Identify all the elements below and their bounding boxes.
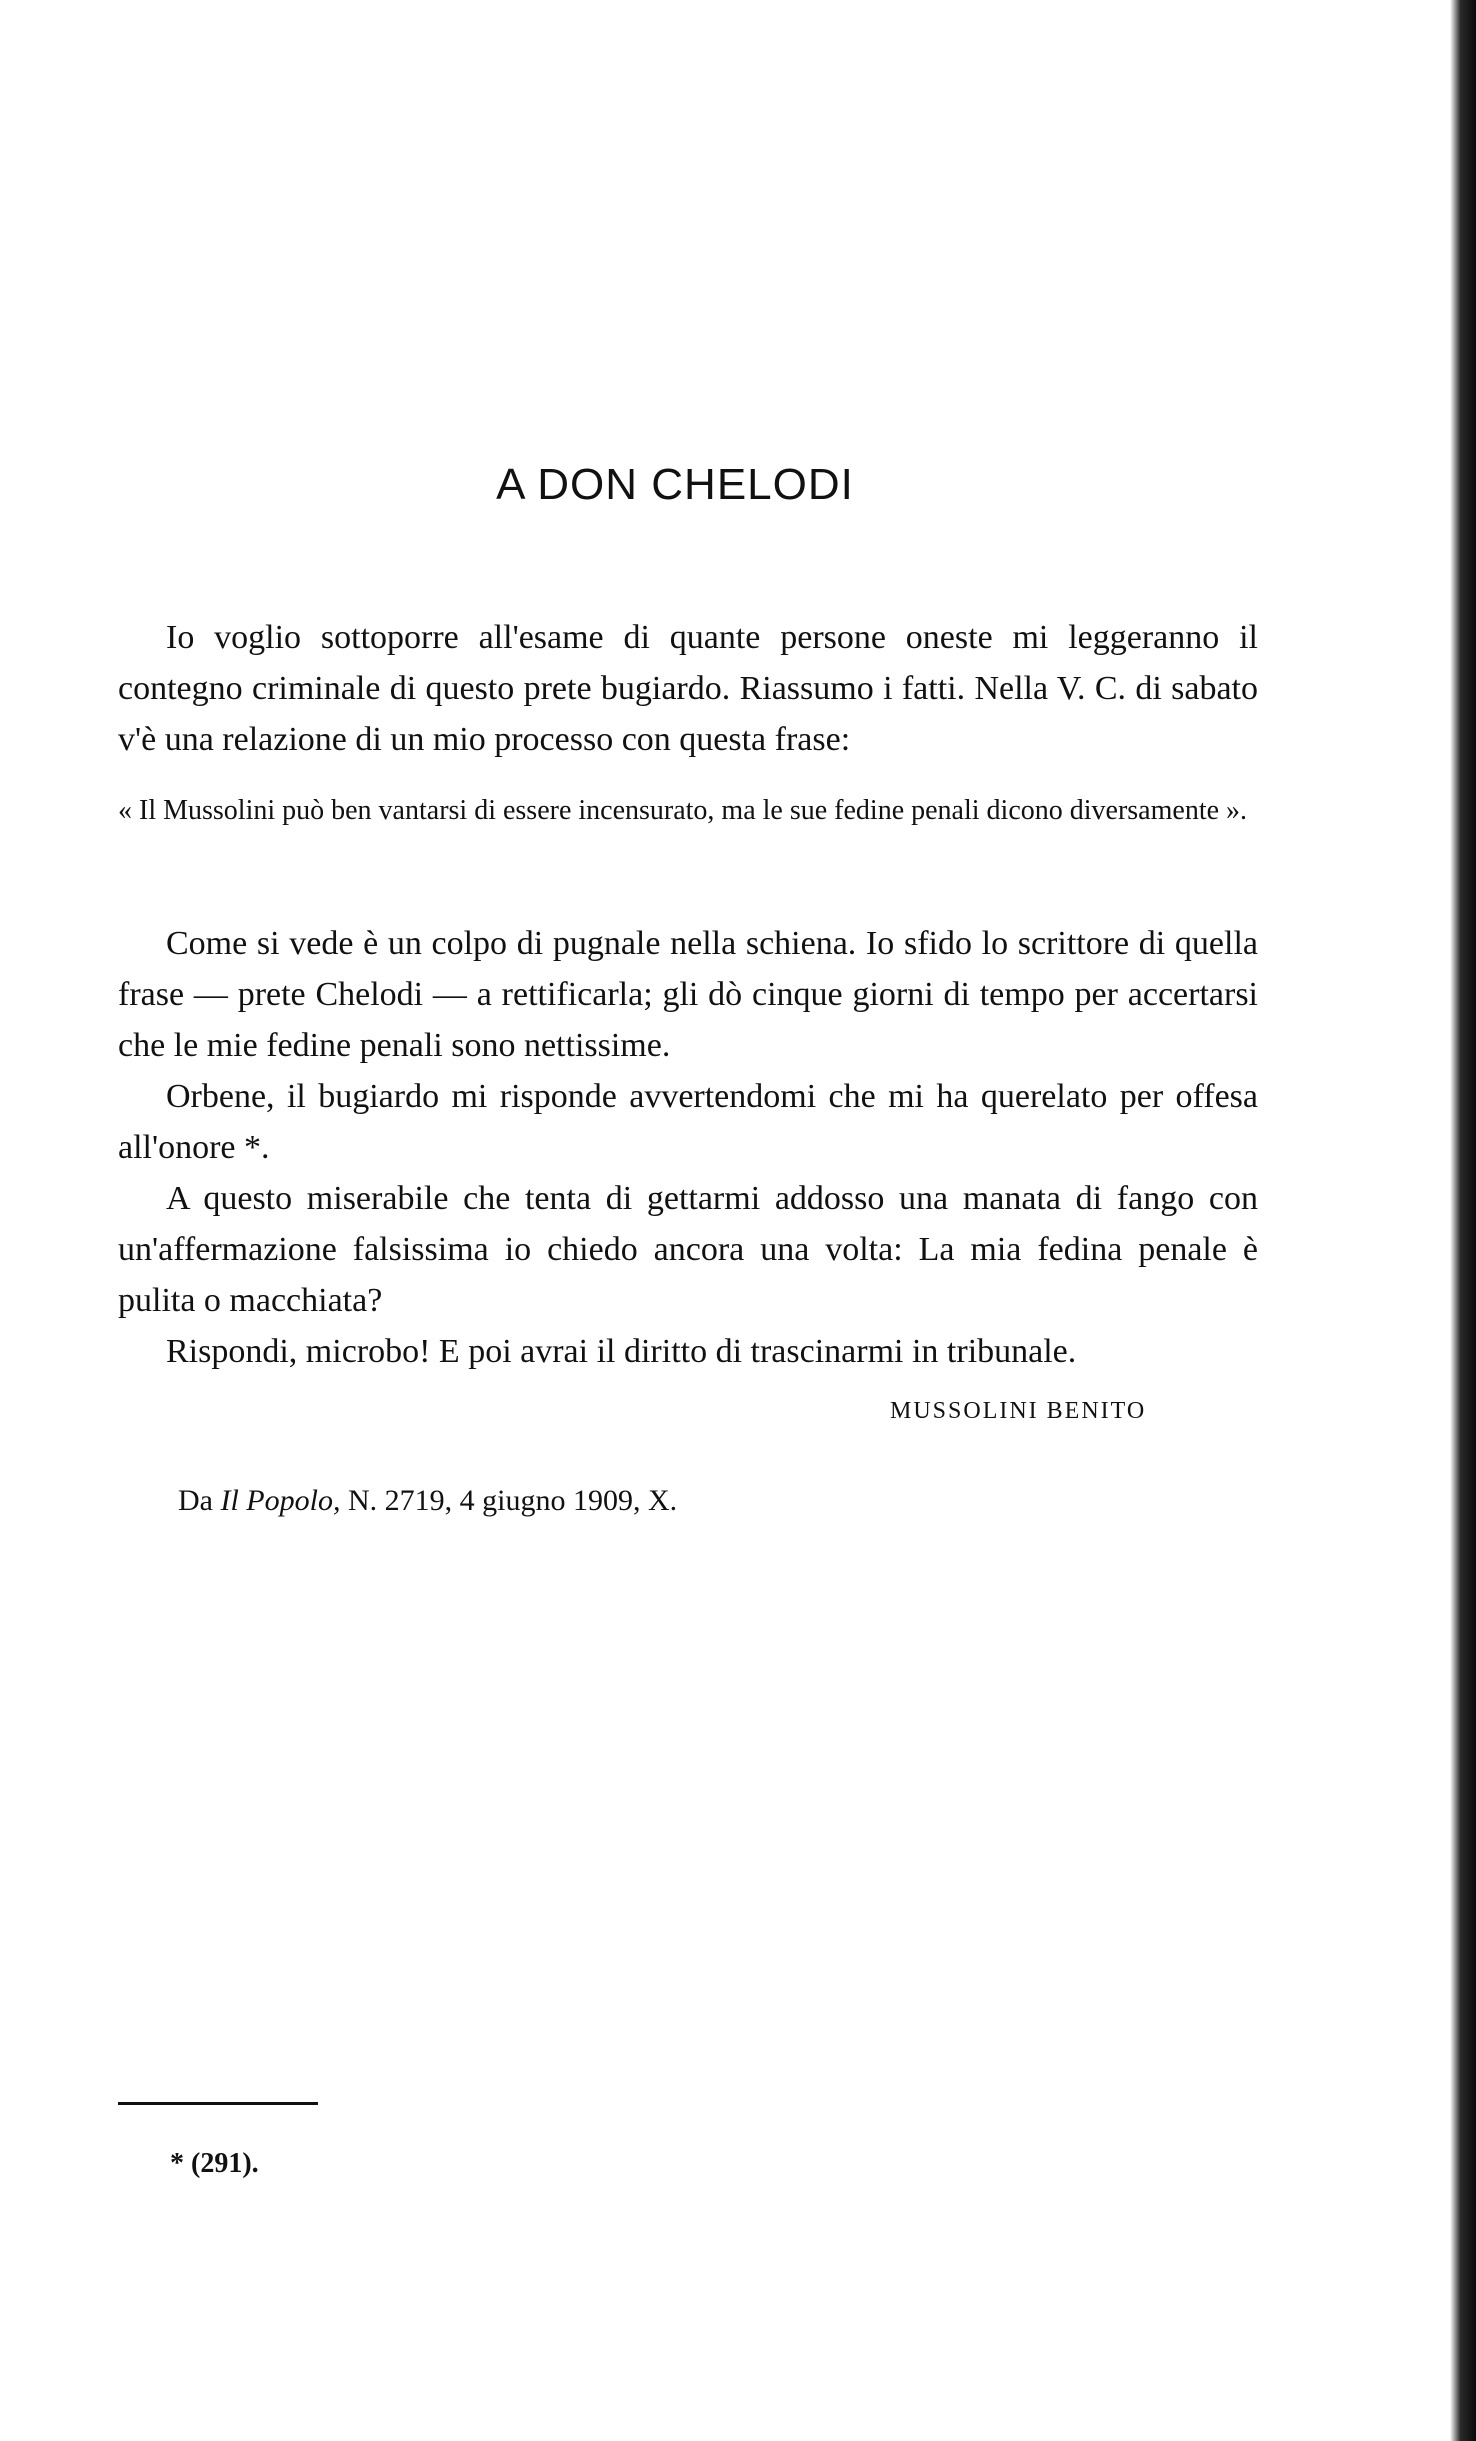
quoted-sentence: « Il Mussolini può ben vantarsi di essere incensurato, ma le sue fedine penali dicono diversamente ».	[118, 795, 1248, 826]
page-title: A DON CHELODI	[496, 460, 854, 509]
body-paragraph-4-text: Rispondi, microbo! E poi avrai il diritto di trascinarmi in tribunale.	[166, 1333, 1077, 1370]
body-paragraph-4	[118, 1326, 1258, 1377]
page-edge-shadow	[1450, 0, 1476, 2441]
body-text	[118, 918, 1258, 1377]
footnote-divider	[118, 2102, 318, 2105]
source-publication: Il Popolo,	[220, 1484, 341, 1517]
intro-text: Io voglio sottoporre all'esame di quante persone oneste mi leggeranno il contegno criminale di questo prete bugiardo. Riassumo i fatti. Nella V. C. di sabato v'è una relazione di un mio processo con questa frase:	[118, 619, 1258, 758]
body-paragraph-3-text: A questo miserabile che tenta di gettarmi addosso una manata di fango con un'affermazione falsissima io chiedo ancora una volta: La mia fedina penale è pulita o macchiata?	[118, 1180, 1258, 1319]
intro-paragraph	[118, 612, 1258, 765]
body-paragraph-2	[118, 1071, 1258, 1173]
source-citation	[178, 1484, 677, 1518]
body-paragraph-2-text: Orbene, il bugiardo mi risponde avvertendomi che mi ha querelato per offesa all'onore *.	[118, 1078, 1258, 1166]
source-prefix: Da	[178, 1484, 213, 1517]
author-signature: MUSSOLINI BENITO	[890, 1398, 1147, 1424]
body-paragraph-3	[118, 1173, 1258, 1326]
body-paragraph-1	[118, 918, 1258, 1071]
source-details: N. 2719, 4 giugno 1909, X.	[347, 1484, 678, 1517]
body-paragraph-1-text: Come si vede è un colpo di pugnale nella schiena. Io sfido lo scrittore di quella frase — prete Chelodi — a rettificarla; gli dò cinque giorni di tempo per accertarsi che le mie fedine penali sono nettissime.	[118, 925, 1258, 1064]
footnote: * (291).	[170, 2148, 259, 2179]
